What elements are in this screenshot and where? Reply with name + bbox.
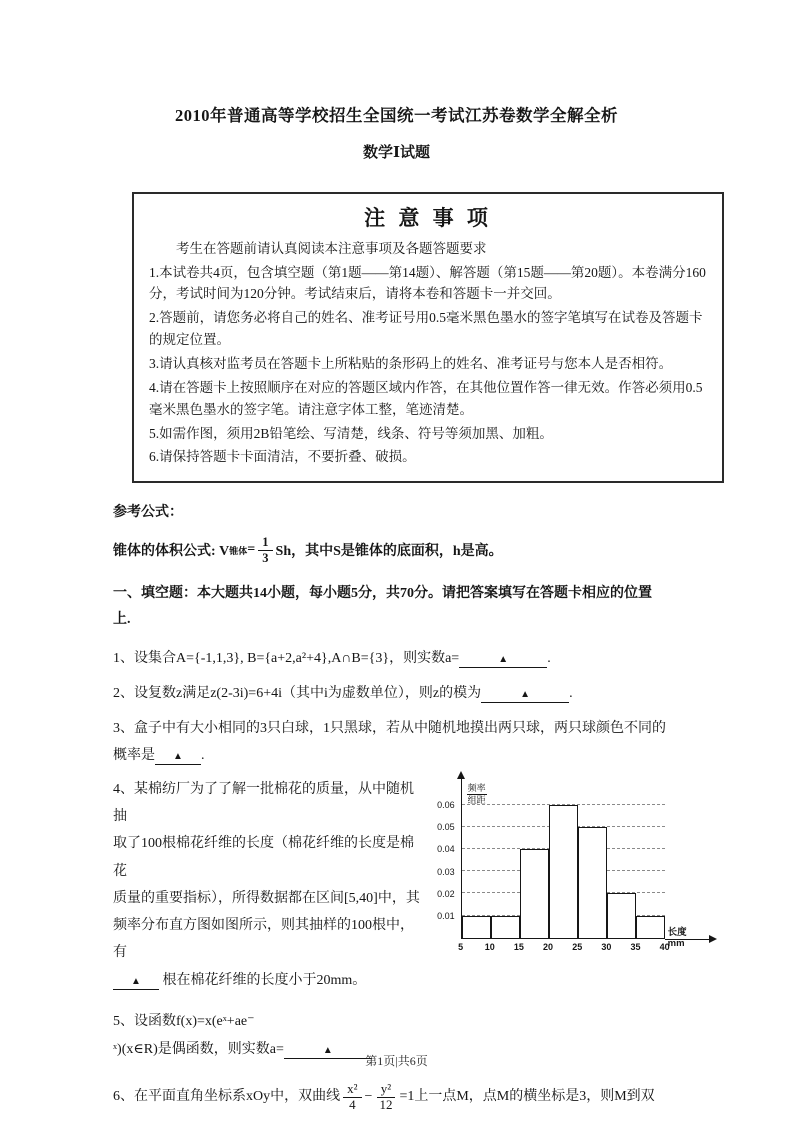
q6-fraction2-numerator: y² <box>377 1082 395 1098</box>
section1-heading <box>113 581 689 633</box>
notice-item-5: 5.如需作图，须用2B铅笔绘、写清楚，线条、符号等须加黑、加粗。 <box>149 425 553 441</box>
question-3-line1: 3、盒子中有大小相同的3只白球，1只黑球，若从中随机地摸出两只球，两只球颜色不同的 <box>113 721 666 737</box>
notice-item-6: 6.请保持答题卡卡面清洁，不要折叠、破损。 <box>149 449 416 465</box>
question-3-blank: ▲ <box>155 749 201 765</box>
question-3-line2-text: 概率是 <box>113 748 155 764</box>
page-footer: 第1页|共6页 <box>365 1054 428 1068</box>
question-4-line4: 频率分布直方图如图所示，则其抽样的100根中，有 <box>113 918 414 961</box>
question-6-minus: − <box>364 1089 373 1105</box>
cone-formula-equals: = <box>247 542 256 558</box>
question-4-line5 <box>113 967 423 994</box>
question-5-line1: 5、设函数f(x)=x(eˣ+ae⁻ <box>113 1014 255 1030</box>
histogram-plot-area <box>461 794 665 939</box>
histogram-y-tick-label: 0.05 <box>437 822 455 833</box>
reference-formula-label: 参考公式： <box>113 505 183 521</box>
question-6-fraction-1 <box>343 1082 361 1113</box>
cone-formula-subscript: 锥体 <box>229 545 248 556</box>
histogram-bar <box>578 827 607 938</box>
question-4-line5-text: 根在棉花纤维的长度小于20mm。 <box>159 972 367 988</box>
histogram-y-tick-label: 0.01 <box>437 911 455 922</box>
fraction-one-third <box>258 535 272 565</box>
section1-heading-line1: 一、填空题：本大题共14小题，每小题5分，共70分。请把答案填写在答题卡相应的位置 <box>113 586 652 602</box>
notice-box <box>132 192 724 483</box>
section1-heading-line2: 上. <box>113 611 131 627</box>
histogram-x-tick-label: 5 <box>458 941 464 952</box>
histogram-y-tick-label: 0.02 <box>437 889 455 900</box>
histogram-y-ticks <box>425 794 458 939</box>
q6-fraction1-denominator: 4 <box>349 1096 356 1112</box>
histogram-y-tick-label: 0.04 <box>437 844 455 855</box>
doc-title: 2010年普通高等学校招生全国统一考试江苏卷数学全解全析 <box>175 106 618 125</box>
cone-formula-prefix: 锥体的体积公式: V <box>113 544 230 560</box>
notice-title: 注 意 事 项 <box>364 206 492 230</box>
question-1-text: 1、设集合A={-1,1,3}, B={a+2,a²+4},A∩B={3}，则实数a= <box>113 650 460 666</box>
question-6-suffix: =1上一点M，点M的横坐标是3，则M到双 <box>399 1089 655 1105</box>
histogram-ylabel-denominator: 组距 <box>467 795 486 806</box>
question-1 <box>113 646 689 673</box>
q4-histogram <box>425 770 689 970</box>
histogram-y-tick-label: 0.06 <box>437 799 455 810</box>
question-6 <box>113 1082 689 1113</box>
question-3-period: . <box>201 748 205 764</box>
cone-formula-suffix: Sh，其中S是锥体的底面积，h是高。 <box>275 544 503 560</box>
question-4-blank: ▲ <box>113 974 159 990</box>
y-axis-extension <box>461 778 462 794</box>
histogram-bar <box>636 916 665 938</box>
question-2 <box>113 681 689 708</box>
histogram-y-tick-label: 0.03 <box>437 866 455 877</box>
question-2-blank: ▲ <box>481 687 569 703</box>
histogram-x-tick-label: 25 <box>572 941 583 952</box>
q6-fraction1-numerator: x² <box>343 1082 361 1098</box>
notice-item-3: 3.请认真核对监考员在答题卡上所粘贴的条形码上的姓名、准考证号与您本人是否相符。 <box>149 356 673 372</box>
histogram-x-ticks <box>458 941 670 954</box>
question-4-line1: 4、某棉纺厂为了了解一批棉花的质量，从中随机抽 <box>113 781 414 824</box>
main-content <box>113 501 689 1113</box>
question-2-period: . <box>569 686 573 702</box>
question-1-period: . <box>547 650 551 666</box>
notice-item-4: 4.请在答题卡上按照顺序在对应的答题区域内作答，在其他位置作答一律无效。作答必须用0.5毫米黑色墨水的签字笔。请注意字体工整，笔迹清楚。 <box>149 379 703 417</box>
histogram-bar <box>549 805 578 938</box>
question-4-line3: 质量的重要指标），所得数据都在区间[5,40]中，其 <box>113 890 420 906</box>
question-6-fraction-2 <box>375 1082 396 1113</box>
notice-intro: 考生在答题前请认真阅读本注意事项及各题答题要求 <box>176 241 487 256</box>
question-4-line2: 取了100根棉花纤维的长度（棉花纤维的长度是棉花 <box>113 836 414 879</box>
histogram-bar <box>491 916 520 938</box>
question-3 <box>113 715 689 770</box>
question-1-blank: ▲ <box>459 652 547 668</box>
histogram-x-tick-label: 20 <box>543 941 554 952</box>
question-4-text <box>113 776 423 994</box>
question-5-blank: ▲ <box>284 1043 372 1059</box>
histogram-x-axis-label: 长度mm <box>667 926 687 949</box>
question-4 <box>113 776 689 994</box>
histogram-x-tick-label: 10 <box>484 941 495 952</box>
cone-volume-formula <box>113 535 689 565</box>
histogram-ylabel-numerator: 频率 <box>467 783 487 796</box>
histogram-x-tick-label: 30 <box>601 941 612 952</box>
fraction-denominator: 3 <box>262 550 269 565</box>
q6-fraction2-denominator: 12 <box>379 1096 393 1112</box>
histogram-bar <box>462 916 491 938</box>
y-axis-arrow-icon <box>457 771 465 779</box>
histogram-x-tick-label: 35 <box>630 941 641 952</box>
histogram-bar <box>520 849 549 938</box>
notice-item-1: 1.本试卷共4页，包含填空题（第1题——第14题）、解答题（第15题——第20题）。本卷满分160分，考试时间为120分钟。考试结束后，请将本卷和答题卡一并交回。 <box>149 264 706 302</box>
histogram-bar <box>607 893 636 937</box>
doc-subtitle: 数学Ⅰ试题 <box>362 145 431 161</box>
question-3-line2 <box>113 742 689 769</box>
histogram-x-tick-label: 15 <box>513 941 524 952</box>
notice-item-2: 2.答题前，请您务必将自己的姓名、准考证号用0.5毫米黑色墨水的签字笔填写在试卷及答题卡的规定位置。 <box>149 310 703 348</box>
histogram-x-tick-label: 40 <box>659 941 670 952</box>
x-axis-arrow-icon <box>709 935 717 943</box>
fraction-numerator: 1 <box>258 535 272 550</box>
question-5-line2-text: ˣ)(x∈R)是偶函数，则实数a= <box>113 1042 284 1058</box>
question-2-text: 2、设复数z满足z(2-3i)=6+4i（其中i为虚数单位），则z的模为 <box>113 686 482 702</box>
question-6-prefix: 6、在平面直角坐标系xOy中，双曲线 <box>113 1089 341 1105</box>
